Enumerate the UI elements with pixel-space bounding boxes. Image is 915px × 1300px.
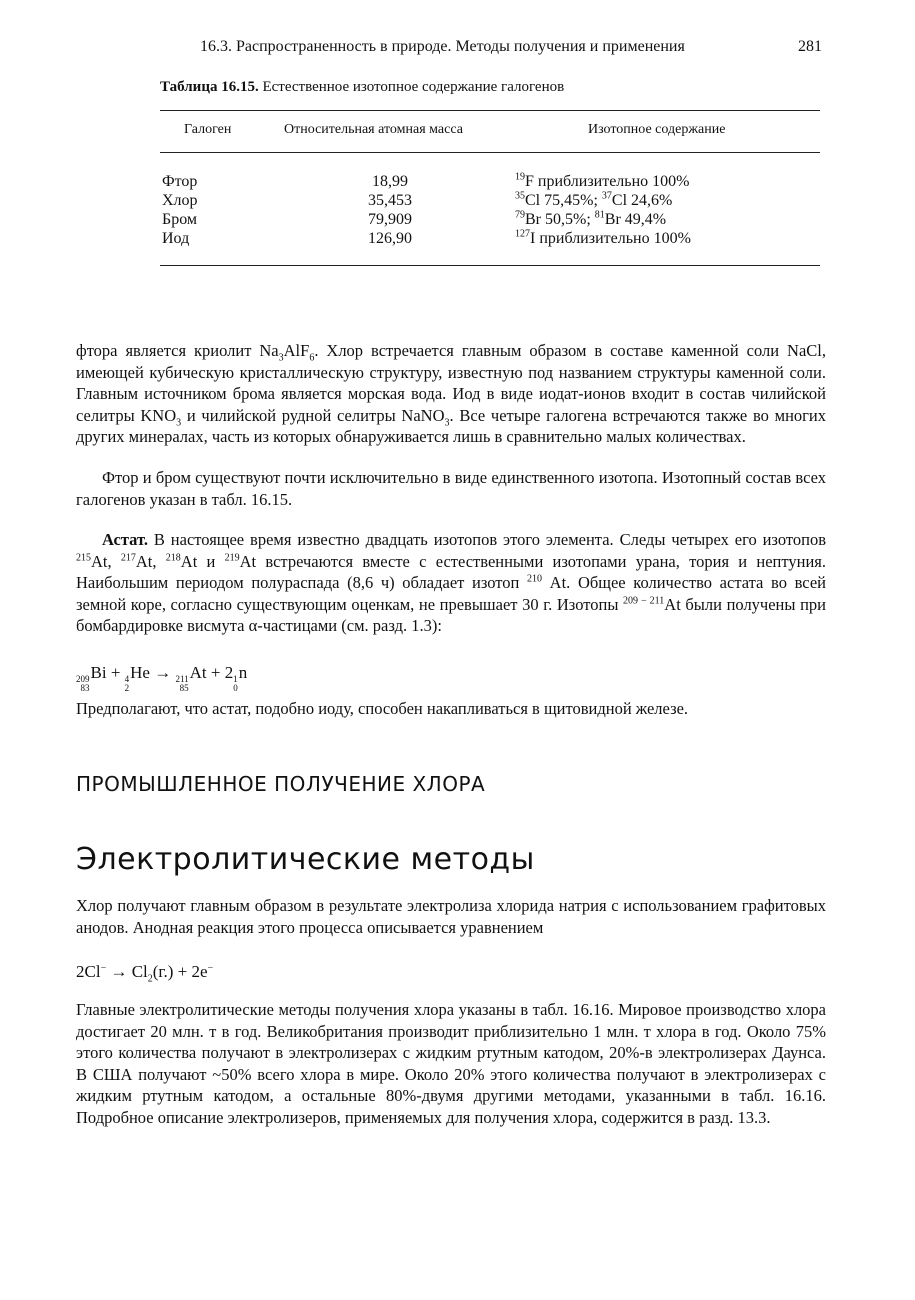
table-cell-halogen: Иод <box>162 230 190 247</box>
table-cell-mass: 35,453 <box>368 192 412 209</box>
table-caption <box>160 79 564 96</box>
paragraph-thyroid: Предполагают, что астат, подобно иоду, способен накапливаться в щитовидной железе. <box>76 699 689 718</box>
running-head-title: 16.3. Распространенность в природе. Методы получения и применения <box>200 38 685 55</box>
paragraph-isotope-note: Фтор и бром существуют почти исключительно в виде единственного изотопа. Изотопный состав всех галогенов указан в табл. 16.15. <box>76 468 826 509</box>
table-header-halogen: Галоген <box>184 122 232 137</box>
paragraph-fluorine-minerals: фтора является криолит $Na_3AlF_6$. Хлор встречается главным образом в составе каменной соли NaCl, имеющей кубическую кристаллическую структуру, известную под названием структуры каменной соли. Главным источником брома является морская вода. Иод в виде иодат-ионов входит в состав чилийской селитры $KNO_3$ и чилийской рудной селитры NaNO$_3$. Все четыре галогена встречаются также во многих других минералах, часть из которых обнаруживается лишь в сравнительно малых количествах. <box>76 341 827 446</box>
paragraph-production-methods: Главные электролитические методы получения хлора указаны в табл. 16.16. Мировое производство хлора достигает 20 млн. т в год. Великобритания производит приблизительно 1 млн. т хлора в год. Около 75% этого количества получают в электролизерах с жидким ртутным катодом, 20%-в электролизерах Даунса. В США получают ~50% всего хлора в мире. Около 20% этого количества получают в электролизерах с жидким ртутным катодом, а остальные 80%-двумя другими методами, указанными в табл. 16.16. Подробное описание электролизеров, применяемых для получения хлора, содержится в разд. 13.3. <box>76 1000 826 1127</box>
table-header-mass: Относительная атомная масса <box>284 122 463 137</box>
table-cell-halogen: Хлор <box>162 192 198 209</box>
table-caption-label: Таблица 16.15. <box>160 79 259 95</box>
table-cell-halogen: Бром <box>162 211 198 228</box>
table-cell-isotopes: $^{127}$I приблизительно 100% <box>515 228 691 247</box>
table-bottom-rule <box>160 265 820 266</box>
paragraph-electrolysis-intro: Хлор получают главным образом в результате электролиза хлорида натрия с использованием графитовых анодов. Анодная реакция этого процесса описывается уравнением <box>76 896 826 937</box>
anode-equation: $2Cl^- \to Cl_2(г.) + 2e^-$ <box>76 962 214 985</box>
section-heading-electrolytic: Электролитические методы <box>76 842 535 877</box>
paragraph-astatine: Астат. В настоящее время известно двадцать изотопов этого элемента. Следы четырех его изотопов $^{215}$At, $^{217}$At, $^{218}$At и $^{219}$At встречаются вместе с естественными изотопами урана, тория и нептуния. Наибольшим периодом полураспада (8,6 ч) обладает изотоп $^{210}$ At. Общее количество астата во всей земной коре, согласно существующим оценкам, не превышает 30 г. Изотопы $^{209 - 211}$At были получены при бомбардировке висмута α-частицами (см. разд. 1.3): <box>76 530 826 635</box>
table-header-isotopes: Изотопное содержание <box>588 122 726 137</box>
table-cell-isotopes: $^{35}$Cl 75,45%; $^{37}$Cl 24,6% <box>515 190 673 209</box>
nuclear-equation: 209 83 Bi + 4 2 He → 211 85 At + 2 1 0 n <box>76 663 248 693</box>
table-top-rule <box>160 110 820 111</box>
table-cell-isotopes: $^{79}$Br 50,5%; $^{81}$Br 49,4% <box>515 209 667 228</box>
table-cell-isotopes: $^{19}$F приблизительно 100% <box>515 171 690 190</box>
section-heading-industrial: ПРОМЫШЛЕННОЕ ПОЛУЧЕНИЕ ХЛОРА <box>76 772 486 796</box>
table-cell-mass: 18,99 <box>372 173 408 190</box>
table-cell-halogen: Фтор <box>162 173 198 190</box>
table-cell-mass: 79,909 <box>368 211 412 228</box>
table-cell-mass: 126,90 <box>368 230 412 247</box>
table-header-rule <box>160 152 820 153</box>
table-caption-text: Естественное изотопное содержание галогенов <box>262 79 565 95</box>
page-number: 281 <box>798 38 822 55</box>
